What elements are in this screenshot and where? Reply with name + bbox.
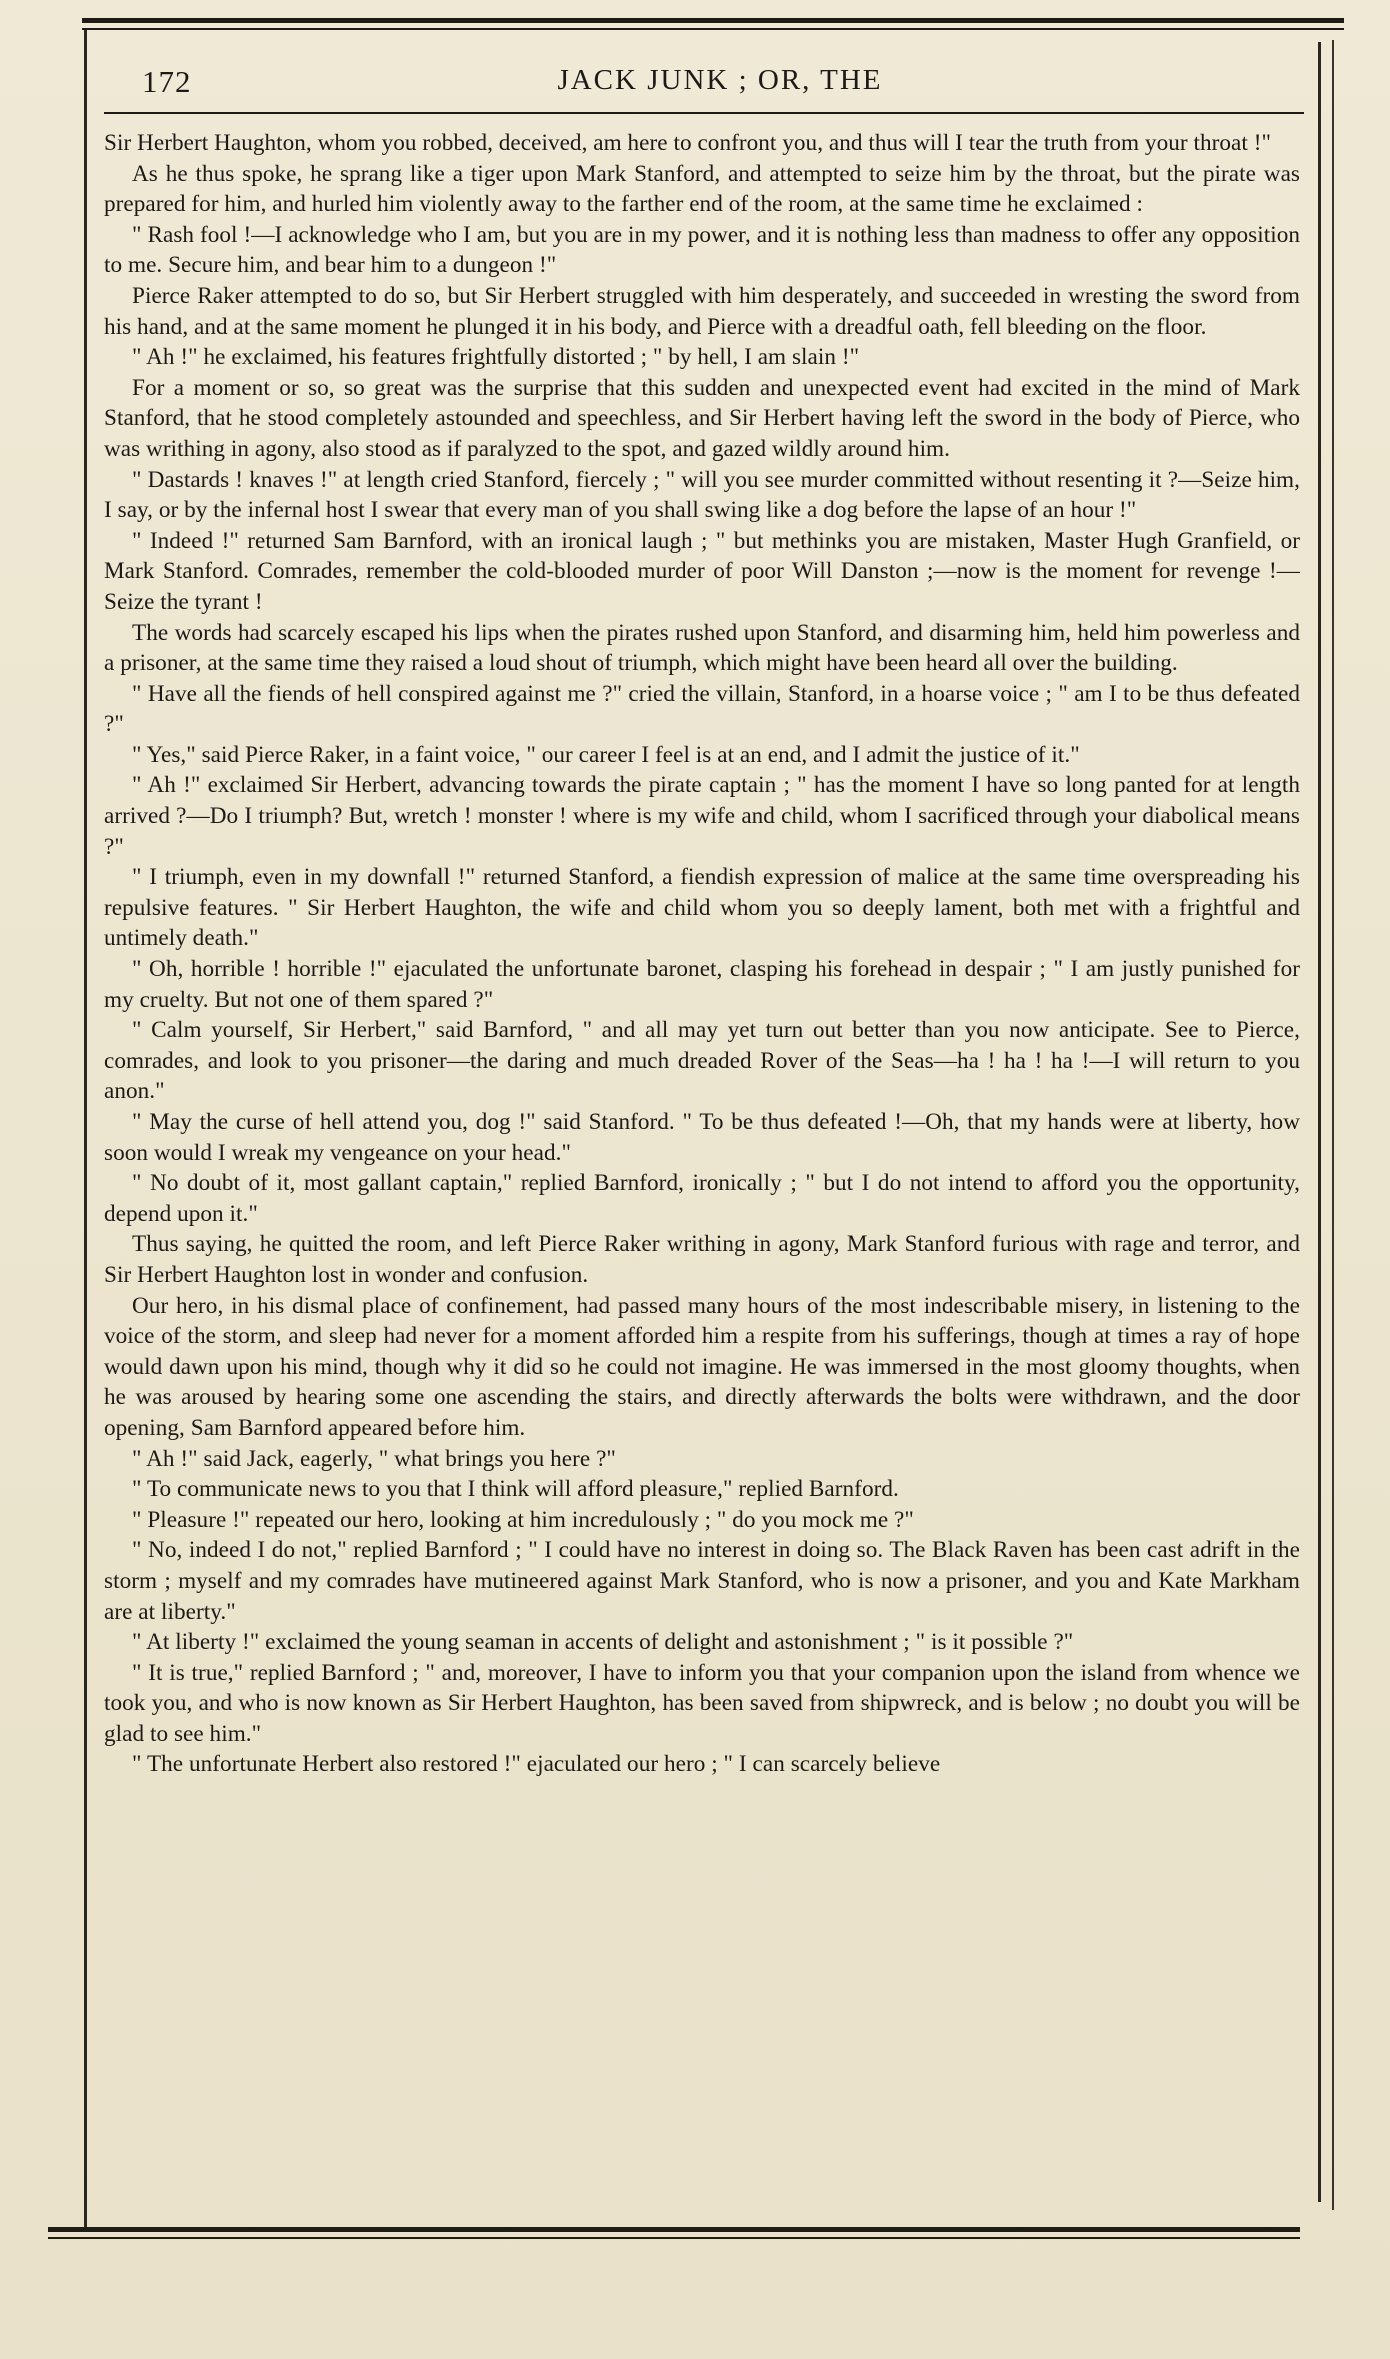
- paragraph: " Ah !" he exclaimed, his features frightfully distorted ; " by hell, I am slain !": [132, 344, 860, 371]
- paragraph: Pierce Raker attempted to do so, but Sir Herbert struggled with him desperately, and succeeded in wresting the sword from his hand, and at the same moment he plunged it in his body, and Pierce with a dreadful oath, fell bleeding on the floor.: [104, 282, 1300, 340]
- paragraph: " May the curse of hell attend you, dog !" said Stanford. " To be thus defeated !—Oh, that my hands were at liberty, how soon would I wreak my vengeance on your head.": [104, 1109, 1300, 1166]
- paragraph: " It is true," replied Barnford ; " and, moreover, I have to inform you that your companion upon the island from whence we took you, and who is now known as Sir Herbert Haughton, has been saved from shipwreck, and is below ; no doubt you will be glad to see him.": [104, 1659, 1300, 1747]
- bottom-rule-thick: [48, 2227, 1300, 2232]
- top-rule-thick: [82, 18, 1344, 23]
- paragraph: " I triumph, even in my downfall !" returned Stanford, a fiendish expression of malice at the same time overspreading his repulsive features. " Sir Herbert Haughton, the wife and child whom you so deeply lament, both met with a frightful and untimely death.": [104, 864, 1300, 952]
- paragraph: " No, indeed I do not," replied Barnford ; " I could have no interest in doing so. The Black Raven has been cast adrift in the storm ; myself and my comrades have mutineered against Mark Stanford, who is now a prisoner, and you and Kate Markham are at liberty.": [104, 1537, 1300, 1625]
- bottom-rule-thin: [48, 2237, 1300, 2239]
- right-border-rule: [1318, 42, 1321, 2202]
- paragraph: " Pleasure !" repeated our hero, looking at him incredulously ; " do you mock me ?": [132, 1506, 914, 1533]
- paragraph: " Calm yourself, Sir Herbert," said Barnford, " and all may yet turn out better than you now anticipate. See to Pierce, comrades, and look to you prisoner—the daring and much dreaded Rover of the Seas—ha ! ha ! ha !—I will return to you anon.": [104, 1017, 1300, 1105]
- running-title: JACK JUNK ; OR, THE: [557, 64, 883, 96]
- paragraph: " Indeed !" returned Sam Barnford, with an ironical laugh ; " but methinks you are mistaken, Master Hugh Granfield, or Mark Stanford. Comrades, remember the cold-blooded murder of poor Will Danston ;—now is the moment for revenge !—Seize the tyrant !: [104, 527, 1300, 615]
- paragraph: " No doubt of it, most gallant captain," replied Barnford, ironically ; " but I do not intend to afford you the opportunity, depend upon it.": [104, 1170, 1300, 1227]
- page-number: 172: [142, 64, 192, 99]
- paragraph: " Oh, horrible ! horrible !" ejaculated the unfortunate baronet, clasping his forehead in despair ; " I am justly punished for my cruelty. But not one of them spared ?": [104, 956, 1300, 1013]
- paragraph: " At liberty !" exclaimed the young seaman in accents of delight and astonishment ; " is it possible ?": [132, 1629, 1074, 1656]
- paragraph: As he thus spoke, he sprang like a tiger upon Mark Stanford, and attempted to seize him by the throat, but the pirate was prepared for him, and hurled him violently away to the farther end of the room, at the same time he exclaimed :: [104, 160, 1300, 218]
- header-rule: [104, 112, 1304, 114]
- paragraph: " Rash fool !—I acknowledge who I am, but you are in my power, and it is nothing less than madness to offer any opposition to me. Secure him, and bear him to a dungeon !": [104, 221, 1300, 279]
- paragraph: For a moment or so, so great was the surprise that this sudden and unexpected event had excited in the mind of Mark Stanford, that he stood completely astounded and speechless, and Sir Herbert having left the sword in the body of Pierce, who was writhing in agony, also stood as if paralyzed to the spot, and gazed wildly around him.: [104, 374, 1300, 462]
- running-header: [140, 60, 1300, 110]
- right-border-rule-outer: [1332, 40, 1334, 2210]
- paragraph: The words had scarcely escaped his lips when the pirates rushed upon Stanford, and disarming him, held him powerless and a prisoner, at the same time they raised a loud shout of triumph, which might have been heard all over the building.: [104, 619, 1300, 677]
- top-rule-thin: [82, 28, 1344, 30]
- paragraph: Thus saying, he quitted the room, and left Pierce Raker writhing in agony, Mark Stanford furious with rage and terror, and Sir Herbert Haughton lost in wonder and confusion.: [104, 1231, 1300, 1288]
- body-text: [104, 128, 1300, 2218]
- paragraph: " Ah !" exclaimed Sir Herbert, advancing towards the pirate captain ; " has the moment I have so long panted for at length arrived ?—Do I triumph? But, wretch ! monster ! where is my wife and child, whom I sacrificed through your diabolical means ?": [104, 772, 1300, 860]
- paragraph: " Have all the fiends of hell conspired against me ?" cried the villain, Stanford, in a hoarse voice ; " am I to be thus defeated ?": [104, 680, 1300, 738]
- paragraph: Our hero, in his dismal place of confinement, had passed many hours of the most indescribable misery, in listening to the voice of the storm, and sleep had never for a moment afforded him a respite from his sufferings, though at times a ray of hope would dawn upon his mind, though why it did so he could not imagine. He was immersed in the most gloomy thoughts, when he was aroused by hearing some one ascending the stairs, and directly afterwards the bolts were withdrawn, and the door opening, Sam Barnford appeared before him.: [104, 1292, 1300, 1441]
- paragraph: " Ah !" said Jack, eagerly, " what brings you here ?": [132, 1445, 616, 1472]
- paragraph: " To communicate news to you that I think will afford pleasure," replied Barnford.: [132, 1476, 899, 1503]
- left-border-rule: [84, 30, 87, 2228]
- paragraph: " Yes," said Pierce Raker, in a faint voice, " our career I feel is at an end, and I admit the justice of it.": [132, 741, 1080, 768]
- paragraph: " Dastards ! knaves !" at length cried Stanford, fiercely ; " will you see murder committed without resenting it ?—Seize him, I say, or by the infernal host I swear that every man of you shall swing like a dog before the lapse of an hour !": [104, 466, 1300, 524]
- paragraph: Sir Herbert Haughton, whom you robbed, deceived, am here to confront you, and thus will I tear the truth from your throat !": [104, 130, 1271, 156]
- paragraph: " The unfortunate Herbert also restored !" ejaculated our hero ; " I can scarcely believe: [132, 1751, 941, 1778]
